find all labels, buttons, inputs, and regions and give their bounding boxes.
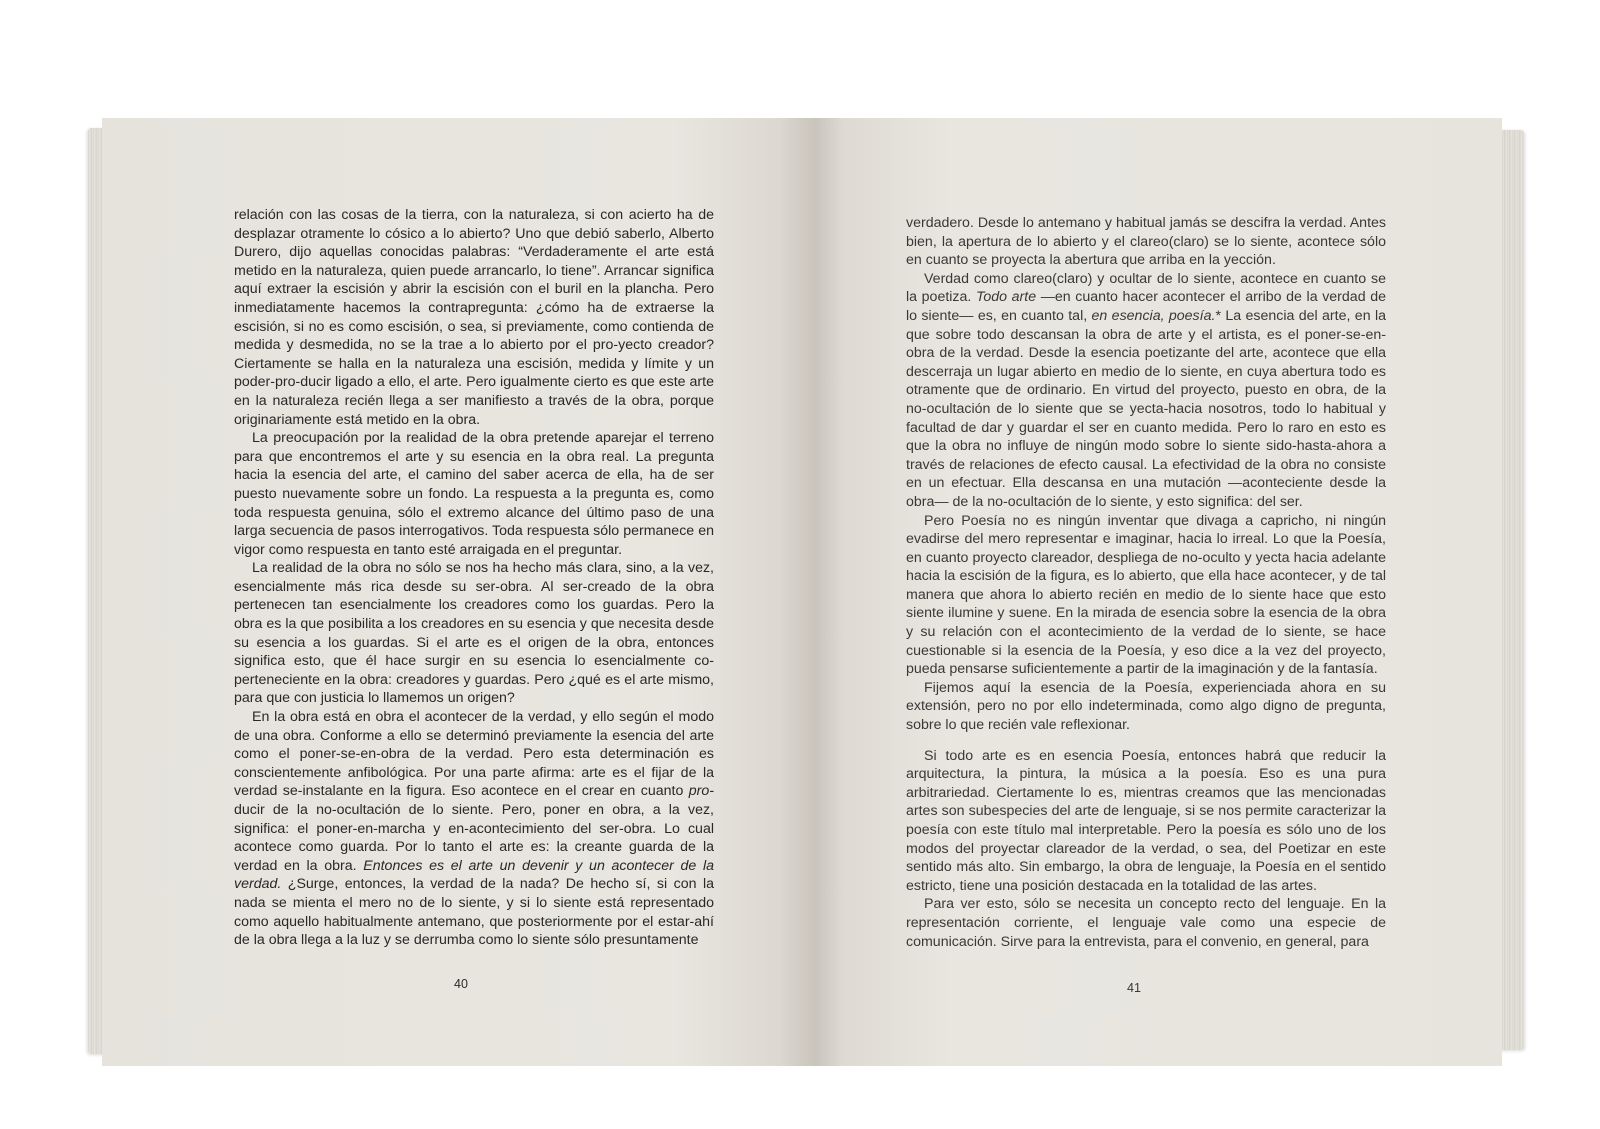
italic-text: Todo arte xyxy=(975,289,1037,306)
text-run: En la obra está en obra el acontecer de la verdad, y ello según el modo de una obra. Conforme a ello se determinó previamente la esencia del arte como el poner-se-en-obra de la verdad. Pero esta determinación es conscientemente anfibológica. Por una parte afirma: arte es el fijar de la verdad se-instalante en la figura. Eso acontece en el crear en cuanto xyxy=(234,709,714,800)
text-run: verdadero. Desde lo antemano y habitual jamás se descifra la verdad. Antes bien, la apertura de lo abierto y el clareo(claro) se lo siente, acontece sólo en cuanto se proyecta la abertura que arriba en la yección. xyxy=(906,215,1386,269)
open-book xyxy=(88,118,1524,1066)
text-run: La realidad de la obra no sólo se nos ha hecho más clara, sino, a la vez, esencialmente más rica desde su ser-obra. Al ser-creado de la obra pertenecen tan esencialmente los creadores como los guardas. Pero la obra es la que posibilita a los creadores en su esencia y que necesita desde su esencia a los guardas. Si el arte es el origen de la obra, entonces significa esto, que él hace surgir en su esencia lo esencialmente co-perteneciente en la obra: creadores y guardas. Pero ¿qué es el arte mismo, para que con justicia lo llamemos un origen? xyxy=(234,560,714,707)
italic-text: en esencia, poesía. xyxy=(1091,307,1216,324)
text-run: * La esencia del arte, en la que sobre todo descansan la obra de arte y el artista, es el poner-se-en-obra de la verdad. Desde la esencia poetizante del arte, acontece que ella descerraja un lugar abierto en medio de lo siente, en cuya abertura todo es otramente que de ordinario. En virtud del proyecto, puesto en obra, de la no-ocultación de lo siente que se yecta-hacia nosotros, todo lo habitual y facultad de dar y guardar el ser en cuanto medida. Pero lo raro en esto es que la obra no influye de ningún modo sobre lo siente sido-hasta-ahora a través de relaciones de efecto causal. La efectividad de la obra no consiste en un efectuar. Ella descansa en una mutación —aconteciente desde la obra— de la no-ocultación de lo siente, y esto significa: del ser. xyxy=(906,307,1386,510)
right-page-text xyxy=(906,214,1386,951)
page-number-left: 40 xyxy=(454,977,468,991)
paragraph xyxy=(234,206,714,429)
paragraph xyxy=(906,679,1386,735)
italic-text: pro- xyxy=(688,783,714,800)
paragraph xyxy=(906,895,1386,951)
text-run: Si todo arte es en esencia Poesía, entonces habrá que reducir la arquitectura, la pintura, la música a la poesía. Eso es una pura arbitrariedad. Ciertamente lo es, mientras creamos que las mencionadas artes son subespecies del arte de lenguaje, si se nos permite caracterizar la poesía con este título mal interpretable. Pero la poesía es sólo uno de los modos del proyectar clareador de la verdad, o sea, del Poetizar en este sentido más alto. Sin embargo, la obra de lenguaje, la Poesía en el sentido estricto, tiene una posición destacada en la totalidad de las artes. xyxy=(906,747,1386,894)
paragraph xyxy=(234,429,714,559)
text-run: relación con las cosas de la tierra, con la naturaleza, si con acierto ha de desplazar otramente lo cósico a lo abierto? Uno que debió saberlo, Alberto Durero, dijo aquellas conocidas palabras: “Verdaderamente el arte está metido en la naturaleza, quien puede arrancarlo, lo tiene”. Arrancar significa aquí extraer la escisión y abrir la escisión con el buril en la plancha. Pero inmediatamente hacemos la contrapregunta: ¿cómo ha de extraerse la escisión, si no es como escisión, o sea, si previamente, como contienda de medida y desmedida, no se la trae a lo abierto por el pro-yecto creador? Ciertamente se halla en la naturaleza una escisión, medida y límite y un poder-pro-ducir ligado a ello, el arte. Pero igualmente cierto es que este arte en la naturaleza recién llega a ser manifiesto a través de la obra, porque originariamente está metido en la obra. xyxy=(234,207,714,428)
text-run: —en cuanto hacer acontecer el arribo de la verdad de lo siente— es, en cuanto tal, xyxy=(906,289,1386,324)
text-run: ducir de la no-ocultación de lo siente. Pero, poner en obra, a la vez, significa: el poner-en-marcha y en-acontecimiento del ser-obra. Lo cual acontece como guarda. Por lo tanto el arte es: la creante guarda de la verdad en la obra. xyxy=(234,802,714,874)
text-run: Pero Poesía no es ningún inventar que divaga a capricho, ni ningún evadirse del mero representar e imaginar, hacia lo irreal. Lo que la Poesía, en cuanto proyecto clareador, despliega de no-oculto y yecta hacia adelante hacia la escisión de la figura, es lo abierto, que ella hace acontecer, y de tal manera que ahora lo abierto recién en medio de lo siente hace que esto siente ilumine y suene. En la mirada de esencia sobre la esencia de la obra y su relación con el acontecimiento de la verdad de lo siente, se hace cuestionable si la esencia de la Poesía, y eso dice a la vez del proyecto, pueda pensarse suficientemente a partir de la imaginación y de la fantasía. xyxy=(906,512,1386,678)
text-run: Para ver esto, sólo se necesita un concepto recto del lenguaje. En la representación corriente, el lenguaje vale como una especie de comunicación. Sirve para la entrevista, para el convenio, en general, para xyxy=(906,896,1386,950)
paragraph xyxy=(906,747,1386,896)
left-page xyxy=(102,118,815,1066)
text-run: Fijemos aquí la esencia de la Poesía, experienciada ahora en su extensión, pero no por ello indeterminada, como algo digno de pregunta, sobre lo que recién vale reflexionar. xyxy=(906,679,1386,734)
right-page xyxy=(815,118,1502,1066)
text-run: ¿Surge, entonces, la verdad de la nada? De hecho sí, si con la nada se mienta el mero no de lo siente, y si lo siente está representado como aquello habitualmente antemano, que posteriormente por el estar-ahí de la obra llega a la luz y se derrumba como lo siente sólo presuntamente xyxy=(234,876,714,949)
paragraph xyxy=(234,708,714,950)
text-run: La preocupación por la realidad de la obra pretende aparejar el terreno para que encontremos el arte y su esencia en la obra real. La pregunta hacia la esencia del arte, el camino del saber acerca de ella, ha de ser puesto nuevamente sobre un fondo. La respuesta a la pregunta es, como toda respuesta genuina, sólo el extremo alcance del último paso de una larga secuencia de pasos interrogativos. Toda respuesta sólo permanece en vigor como respuesta en tanto esté arraigada en el preguntar. xyxy=(234,430,714,558)
paragraph xyxy=(234,559,714,708)
paragraph xyxy=(906,270,1386,512)
left-page-text xyxy=(234,206,714,950)
text-run: Verdad como clareo(claro) y ocultar de lo siente, acontece en cuanto se la poetiza. xyxy=(906,270,1386,306)
page-number-right: 41 xyxy=(1127,981,1141,995)
paragraph xyxy=(906,512,1386,679)
italic-text: Entonces es el arte un devenir y un acontecer de la verdad. xyxy=(234,857,714,893)
paragraph xyxy=(906,214,1386,270)
